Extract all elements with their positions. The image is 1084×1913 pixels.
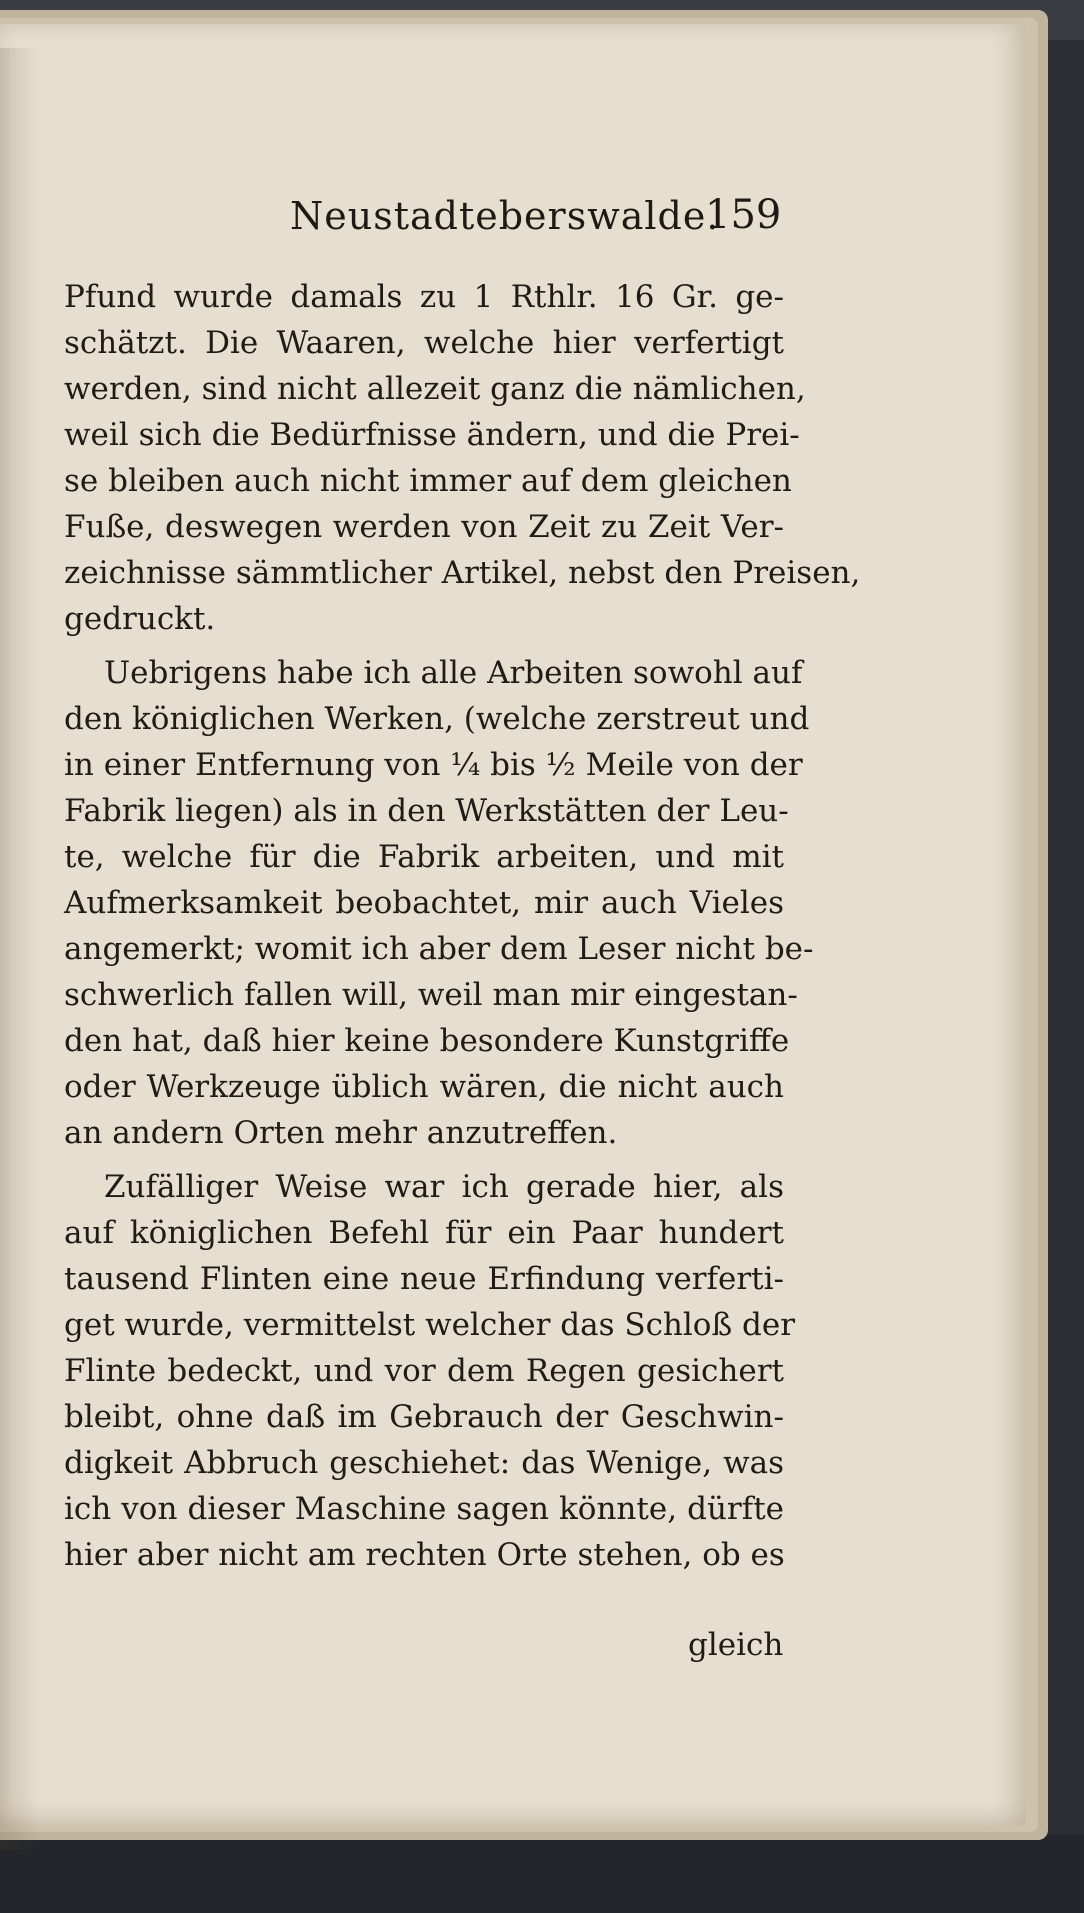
spine-shadow <box>0 48 40 1850</box>
text-line: ich von dieser Maschine sagen könnte, dürfte <box>64 1491 784 1527</box>
text-line: in einer Entfernung von ¼ bis ½ Meile von der <box>64 747 803 783</box>
book-page <box>0 24 1026 1826</box>
text-line: Aufmerksamkeit beobachtet, mir auch Vieles <box>64 885 784 921</box>
text-line: gedruckt. <box>64 601 216 637</box>
text-line: digkeit Abbruch geschiehet: das Wenige, was <box>64 1445 784 1481</box>
text-line: bleibt, ohne daß im Gebrauch der Geschwin- <box>64 1399 784 1435</box>
text-line: Zufälliger Weise war ich gerade hier, als <box>104 1169 784 1205</box>
body-text <box>64 274 861 1578</box>
page-number: 159 <box>705 192 782 238</box>
text-line: get wurde, vermittelst welcher das Schloß der <box>64 1307 796 1343</box>
text-line: te, welche für die Fabrik arbeiten, und mit <box>64 839 784 875</box>
paragraph-2 <box>64 650 814 1156</box>
text-line: tausend Flinten eine neue Erfindung verferti- <box>64 1261 784 1297</box>
text-line: Fuße, deswegen werden von Zeit zu Zeit Ver- <box>64 509 784 545</box>
paragraph-1 <box>64 274 861 642</box>
running-head-title: Neustadteberswalde. <box>290 194 720 238</box>
catchword: gleich <box>688 1627 784 1663</box>
text-line: auf königlichen Befehl für ein Paar hundert <box>64 1215 784 1251</box>
text-line: weil sich die Bedürfnisse ändern, und die Prei- <box>64 417 800 453</box>
text-line: den hat, daß hier keine besondere Kunstgriffe <box>64 1023 790 1059</box>
text-line: hier aber nicht am rechten Orte stehen, ob es <box>64 1537 785 1573</box>
text-line: oder Werkzeuge üblich wären, die nicht auch <box>64 1069 784 1105</box>
text-line: Pfund wurde damals zu 1 Rthlr. 16 Gr. ge- <box>64 279 784 315</box>
running-head <box>0 174 1026 244</box>
scanner-background-bottom <box>0 1835 1084 1913</box>
text-line: Flinte bedeckt, und vor dem Regen gesichert <box>64 1353 784 1389</box>
text-line: schätzt. Die Waaren, welche hier verfertigt <box>64 325 784 361</box>
text-line: angemerkt; womit ich aber dem Leser nicht be- <box>64 931 814 967</box>
text-line: werden, sind nicht allezeit ganz die nämlichen, <box>64 371 806 407</box>
text-line: Fabrik liegen) als in den Werkstätten der Leu- <box>64 793 789 829</box>
text-line: an andern Orten mehr anzutreffen. <box>64 1115 618 1151</box>
text-line: schwerlich fallen will, weil man mir eingestan- <box>64 977 798 1013</box>
text-line: se bleiben auch nicht immer auf dem gleichen <box>64 463 792 499</box>
text-line: Uebrigens habe ich alle Arbeiten sowohl auf <box>104 655 803 691</box>
text-line: zeichnisse sämmtlicher Artikel, nebst den Preisen, <box>64 555 861 591</box>
paragraph-3 <box>64 1164 796 1578</box>
text-line: den königlichen Werken, (welche zerstreut und <box>64 701 810 737</box>
